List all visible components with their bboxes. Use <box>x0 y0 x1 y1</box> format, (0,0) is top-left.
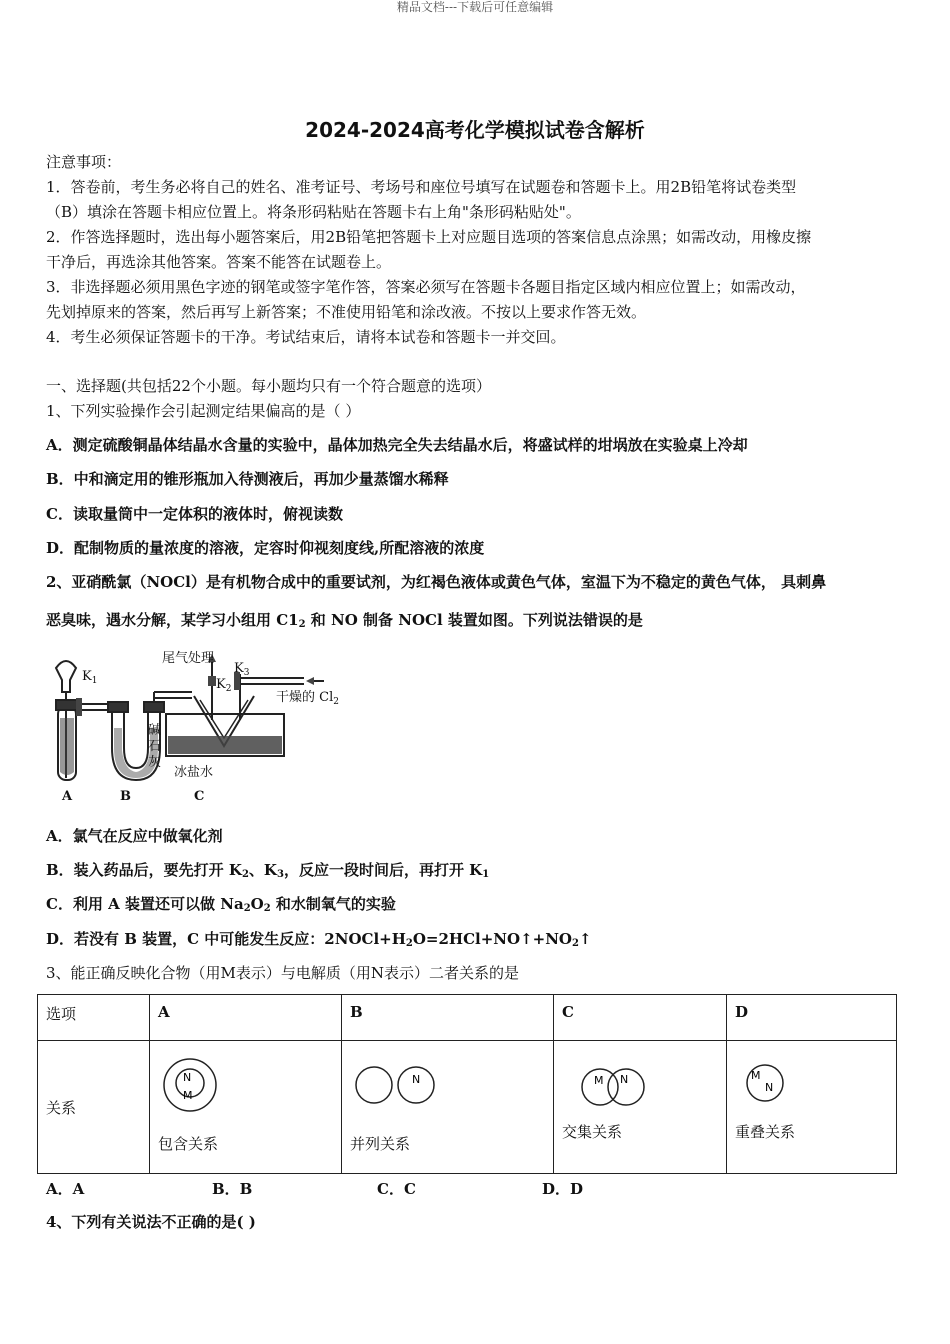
svg-text:M: M <box>594 1074 604 1087</box>
svg-text:N: N <box>620 1073 629 1086</box>
svg-text:N: N <box>412 1073 421 1086</box>
funnel <box>56 661 76 692</box>
section-heading: 一、选择题(共包括22个小题。每小题均只有一个符合题意的选项） <box>46 377 491 395</box>
page-title: 2024-2024高考化学模拟试卷含解析 <box>305 118 645 142</box>
venn-parallel <box>350 1049 450 1109</box>
question-2-option-b: B．装入药品后，要先打开 $K_2$、$K_3$，反应一段时间后，再打开 $K_1$ <box>46 861 490 880</box>
notice-line: （B）填涂在答题卡相应位置上。将条形码粘贴在答题卡右上角"条形码粘贴处"。 <box>46 203 581 221</box>
table-header-b: B <box>342 995 554 1041</box>
notice-line: 2．作答选择题时，选出每小题答案后，用2B铅笔把答题卡上对应题目选项的答案信息点涂黑；如需改动，用橡皮擦 <box>46 228 812 246</box>
fig-label-soda-lime-2: 石 <box>148 739 162 754</box>
question-2-stem-line1: 2、亚硝酰氯（NOCl）是有机物合成中的重要试剂，为红褐色液体或黄色气体，室温下为不稳定的黄色气体， 具刺鼻 <box>46 573 827 591</box>
fig-label-c: C <box>194 789 205 804</box>
table-row-label: 关系 <box>38 1041 150 1174</box>
notice-line: 1．答卷前，考生务必将自己的姓名、准考证号、考场号和座位号填写在试题卷和答题卡上。用2B铅笔将试卷类型 <box>46 178 797 196</box>
caption-parallel: 并列关系 <box>350 1135 411 1153</box>
question-2-option-c: C．利用 A 装置还可以做 $Na_2O_2$ 和水制氧气的实验 <box>46 895 396 914</box>
caption-overlap: 重叠关系 <box>735 1123 796 1141</box>
notice-line: 3．非选择题必须用黑色字迹的钢笔或签字笔作答，答案必须写在答题卡各题目指定区域内相应位置上；如需改动， <box>46 278 806 296</box>
venn-overlap <box>735 1049 815 1109</box>
page-header: 精品文档---下载后可任意编辑 <box>396 0 554 14</box>
table-header-a: A <box>150 995 342 1041</box>
table-cell-c <box>554 1041 727 1174</box>
table-header-c: C <box>554 995 727 1041</box>
notice-heading: 注意事项： <box>46 153 122 171</box>
question-2-stem-line2: 恶臭味，遇水分解，某学习小组用 $C1_2$ 和 NO 制备 NOCl 装置如图。下列说法错误的是 <box>46 611 643 630</box>
question-3-stem: 3、能正确反映化合物（用M表示）与电解质（用N表示）二者关系的是 <box>46 964 520 982</box>
table-header-d: D <box>727 995 897 1041</box>
fig-label-soda-lime-1: 碱 <box>148 723 162 738</box>
svg-text:M: M <box>751 1069 761 1082</box>
apparatus-figure <box>44 648 354 808</box>
svg-text:M: M <box>183 1089 193 1102</box>
question-1-option-b: B．中和滴定用的锥形瓶加入待测液后，再加少量蒸馏水稀释 <box>46 470 449 488</box>
notice-line: 4．考生必须保证答题卡的干净。考试结束后，请将本试卷和答题卡一并交回。 <box>46 328 566 346</box>
table-cell-b <box>342 1041 554 1174</box>
question-3-answer-b: B．B <box>212 1180 253 1198</box>
question-3-answer-a: A．A <box>46 1180 85 1198</box>
question-1-option-c: C．读取量筒中一定体积的液体时，俯视读数 <box>46 505 343 523</box>
question-3-answer-c: C．C <box>377 1180 416 1198</box>
question-1-option-d: D．配制物质的量浓度的溶液，定容时仰视刻度线,所配溶液的浓度 <box>46 539 485 557</box>
relation-table <box>37 994 897 1174</box>
caption-intersect: 交集关系 <box>562 1123 623 1141</box>
fig-label-b: B <box>120 789 131 804</box>
notice-line: 先划掉原来的答案，然后再写上新答案；不准使用铅笔和涂改液。不按以上要求作答无效。 <box>46 303 647 321</box>
table-cell-a <box>150 1041 342 1174</box>
question-2-option-a: A．氯气在反应中做氧化剂 <box>46 827 223 845</box>
fig-label-soda-lime-3: 灰 <box>148 755 162 770</box>
question-3-answer-d: D．D <box>542 1180 584 1198</box>
svg-text:N: N <box>183 1071 192 1084</box>
fig-label-dry-cl2: 干燥的 $Cl_2$ <box>276 690 339 707</box>
question-1-stem: 1、下列实验操作会引起测定结果偏高的是（ ） <box>46 402 361 420</box>
fig-label-tail-gas: 尾气处理 <box>162 651 215 666</box>
venn-contain <box>158 1049 238 1119</box>
fig-label-k2: $K_2$ <box>216 677 232 694</box>
svg-text:N: N <box>765 1081 774 1094</box>
notice-line: 干净后，再选涂其他答案。答案不能答在试题卷上。 <box>46 253 392 271</box>
caption-contain: 包含关系 <box>158 1135 219 1153</box>
fig-label-k3: $K_3$ <box>234 661 250 678</box>
venn-intersect <box>562 1049 662 1109</box>
table-cell-d <box>727 1041 897 1174</box>
table-header-option: 选项 <box>38 995 150 1041</box>
question-2-option-d: D．若没有 B 装置，C 中可能发生反应：$2NOCl+H_2O=2HCl+NO↑+NO_2↑$ <box>46 930 592 949</box>
question-1-option-a: A．测定硫酸铜晶体结晶水含量的实验中，晶体加热完全失去结晶水后，将盛试样的坩埚放在实验桌上冷却 <box>46 436 748 454</box>
fig-label-a: A <box>62 789 73 804</box>
question-4-stem: 4、下列有关说法不正确的是( ) <box>46 1213 256 1231</box>
fig-label-k1: $K_1$ <box>82 669 98 686</box>
fig-label-ice-salt: 冰盐水 <box>174 765 214 780</box>
